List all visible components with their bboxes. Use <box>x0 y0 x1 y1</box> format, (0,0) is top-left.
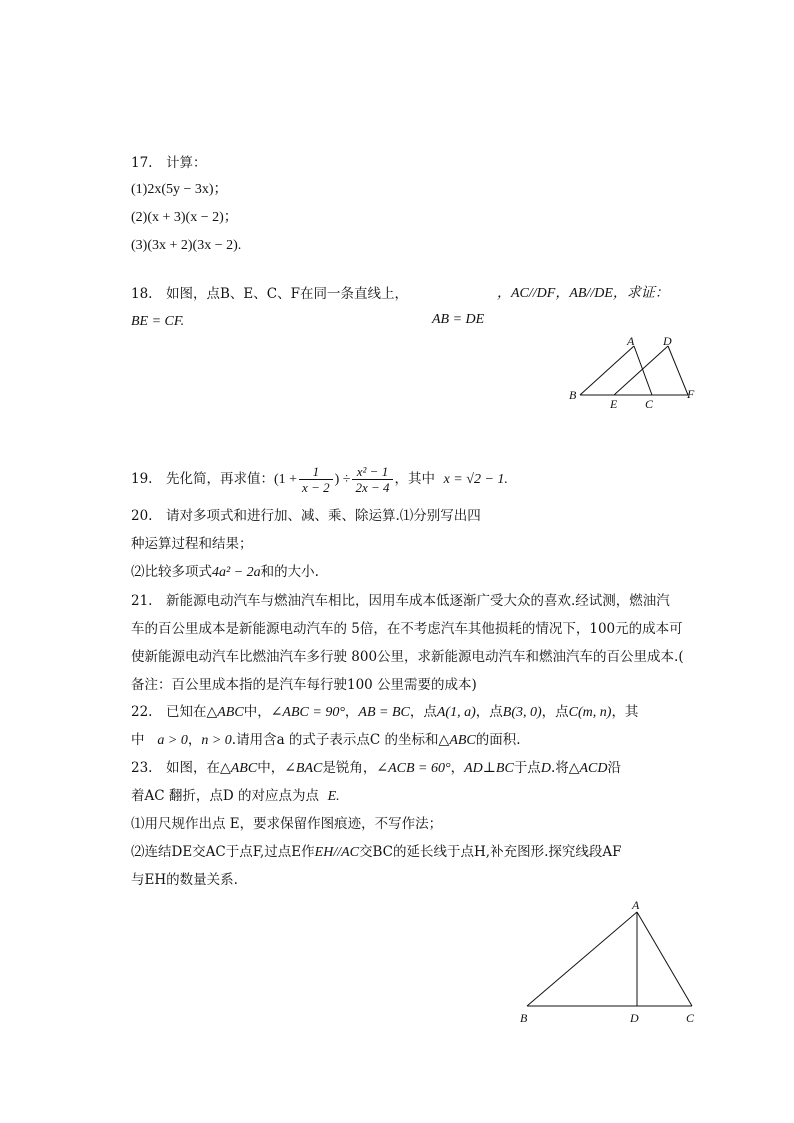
q23-line-ac <box>637 912 692 1006</box>
q20-line-3-math: 4a² − 2a <box>212 565 261 580</box>
q22-l2-m3: △ABC <box>438 733 476 748</box>
q22-m3: AB = BC <box>358 705 410 720</box>
q18-line-de <box>614 346 668 395</box>
q22-line-1 <box>131 703 638 722</box>
q17-item-1: (1)2x(5y − 3x)； <box>131 182 228 197</box>
q22-t1: 22. 已知在 <box>131 704 207 720</box>
q18-label-a: A <box>627 334 635 348</box>
q19-frac1-den: x − 2 <box>302 480 330 495</box>
q22-m4: A(1, a) <box>436 705 476 720</box>
q18-figure <box>560 334 710 414</box>
q23-label-c: C <box>686 1011 695 1025</box>
q19-expr-mid: ) ÷ <box>334 472 351 487</box>
q23-l4-post: 交BC的延长线于点H,补充图形.探究线段AF <box>359 844 622 860</box>
q23-l2-text: 着AC 翻折，点D 的对应点为点 <box>131 788 319 804</box>
q23-l4-pre: ⑵连结DE交AC于点F,过点E作 <box>131 844 315 860</box>
q17-heading: 17. 计算： <box>131 155 207 171</box>
q23-m5: D <box>540 761 551 776</box>
q22-t3: ， <box>344 704 359 720</box>
q23-m4: AD⊥BC <box>464 761 514 776</box>
q19-tail-pre: ，其中 <box>394 471 435 487</box>
q22-line-2 <box>131 731 521 750</box>
q21-line-1: 21. 新能源电动汽车与燃油汽车相比，因用车成本低逐渐广受大众的喜欢.经试测，燃油汽 <box>131 593 670 609</box>
q21-line-2: 车的百公里成本是新能源电动汽车的 5倍，在不考虑汽车其他损耗的情况下，100元的成本可 <box>131 621 683 637</box>
q18-label-c: C <box>645 397 654 411</box>
q22-l2-m2: n > 0 <box>201 733 232 748</box>
q22-t2: 中， <box>243 704 271 720</box>
q22-m5: B(3, 0) <box>502 705 542 720</box>
q23-l2-math: E. <box>327 789 340 804</box>
q18-line-ac <box>634 346 652 395</box>
q23-t1: 23. 如图，在 <box>131 760 220 776</box>
q23-line-3: ⑴用尺规作出点 E，要求保留作图痕迹，不写作法； <box>131 816 443 832</box>
q19-frac2-num: x² − 1 <box>352 464 392 480</box>
q17-item-2: (2)(x + 3)(x − 2)； <box>131 210 238 225</box>
q23-line-2 <box>131 787 340 806</box>
q22-t6: ，点 <box>541 704 569 720</box>
q23-m6: △ACD <box>568 761 608 776</box>
q19-heading: 19. 先化简，再求值： <box>131 471 274 487</box>
q23-t2: 中， <box>257 760 285 776</box>
q23-t3: 是锐角， <box>322 760 377 776</box>
q18-condition-ab: AB = DE <box>432 312 485 327</box>
q20-line-2: 种运算过程和结果； <box>131 536 253 552</box>
q22-l2-t1: 中 <box>131 732 145 748</box>
q20-line-3 <box>131 563 319 582</box>
q23-m1: △ABC <box>219 761 258 776</box>
q19-tail-value: x = √2 − 1. <box>443 472 508 487</box>
q19-frac2-den: 2x − 4 <box>355 480 390 495</box>
q22-l2-t2: ， <box>187 732 202 748</box>
q23-figure <box>510 894 710 1030</box>
q18-conclusion: BE = CF. <box>131 314 185 329</box>
q22-l2-t4: 的面积. <box>475 732 521 748</box>
q19-line <box>131 462 508 497</box>
q17-item-3: (3)(3x + 2)(3x − 2). <box>131 238 242 253</box>
q23-l4-math: EH//AC <box>314 845 360 860</box>
q23-t4: ， <box>450 760 465 776</box>
q23-line-5: 与EH的数量关系. <box>131 872 238 888</box>
q18-label-f: F <box>687 387 695 401</box>
q23-t6: .将 <box>550 760 569 776</box>
q18-line-df <box>668 346 688 395</box>
q18-condition: ，AC//DF，AB//DE，求证： <box>497 286 669 301</box>
q22-m6: C(m, n) <box>568 705 612 720</box>
q22-l2-t3: .请用含a 的式子表示点C 的坐标和 <box>231 732 439 748</box>
q21-line-4: 备注：百公里成本指的是汽车每行驶100 公里需要的成本) <box>131 677 477 693</box>
q23-m3: ∠ACB = 60° <box>376 761 451 776</box>
q23-line-1 <box>131 759 621 778</box>
q19-fraction-2 <box>352 464 392 495</box>
q22-m1: △ABC <box>206 705 244 720</box>
q18-label-b: B <box>569 388 577 402</box>
q23-m2: ∠BAC <box>284 761 323 776</box>
q23-label-b: B <box>520 1011 528 1025</box>
q20-line-3-post: 和的大小. <box>260 564 319 580</box>
q19-frac1-num: 1 <box>299 464 333 480</box>
q23-line-4 <box>131 843 622 862</box>
q23-t7: 沿 <box>607 760 622 776</box>
q22-m2: ∠ABC = 90° <box>270 705 345 720</box>
q18-line-ab <box>580 346 634 395</box>
q23-t5: 于点 <box>513 760 541 776</box>
q21-line-3: 使新能源电动汽车比燃油汽车多行驶 800公里，求新能源电动汽车和燃油汽车的百公里成本.( <box>131 649 684 665</box>
q20-line-1: 20. 请对多项式和进行加、减、乘、除运算.⑴分别写出四 <box>131 508 481 524</box>
q23-label-a: A <box>632 898 640 912</box>
q20-line-3-pre: ⑵比较多项式 <box>131 564 212 580</box>
q18-line-1: 18. 如图，点B、E、C、F在同一条直线上， <box>131 286 408 302</box>
q19-fraction-1 <box>299 464 333 495</box>
q22-t7: ，其 <box>611 704 639 720</box>
q19-expr-pre: (1 + <box>273 472 298 487</box>
q18-label-d: D <box>663 334 672 348</box>
q23-label-d: D <box>630 1011 639 1025</box>
q18-label-e: E <box>610 397 618 411</box>
q22-l2-m1: a > 0 <box>157 733 188 748</box>
q23-line-ab <box>527 912 637 1006</box>
q22-t4: ，点 <box>409 704 437 720</box>
q22-t5: ，点 <box>475 704 503 720</box>
